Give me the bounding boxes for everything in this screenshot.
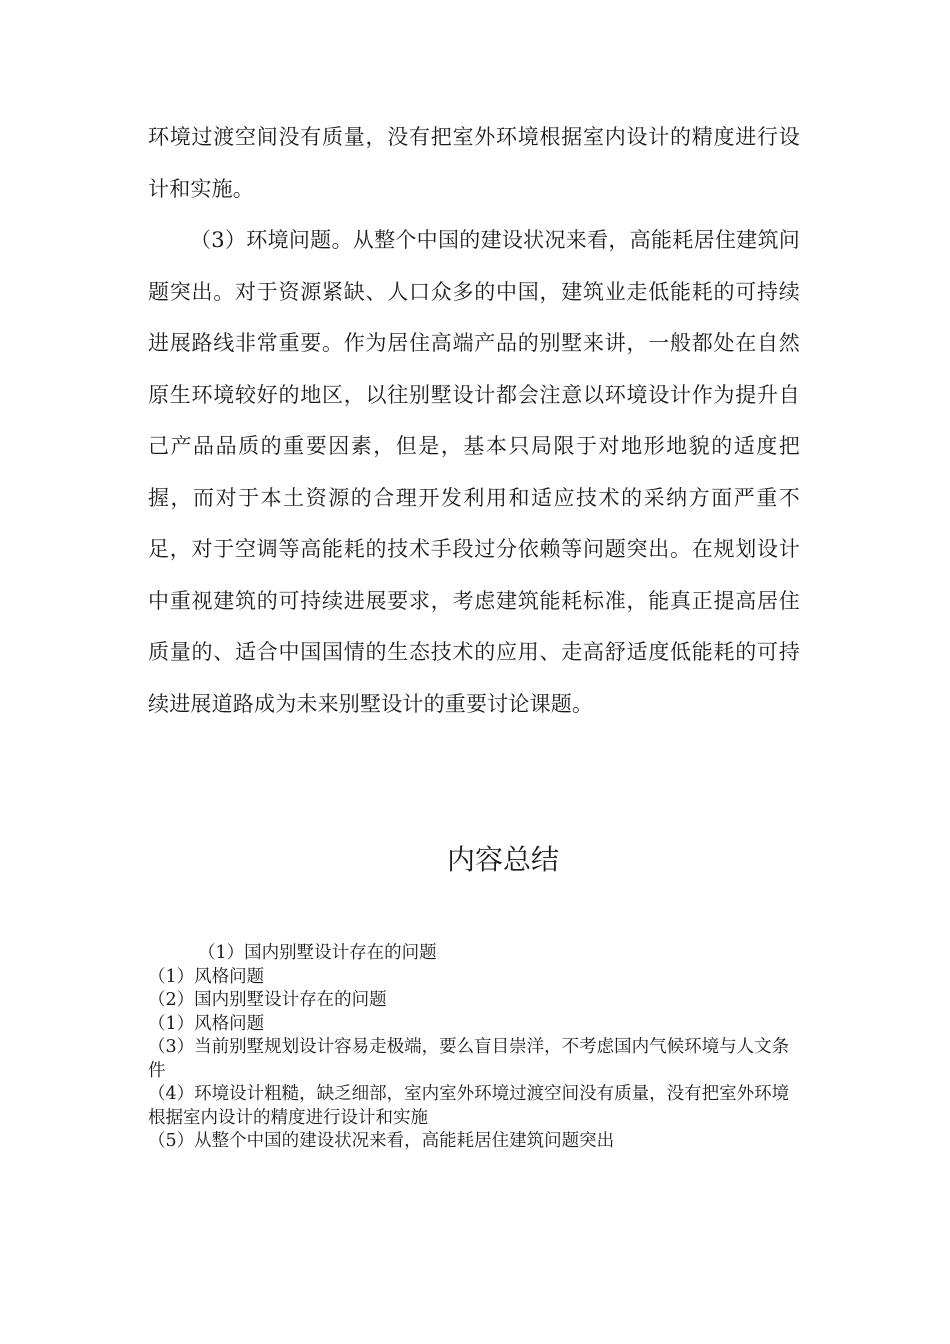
summary-item: （5）从整个中国的建设状况来看，高能耗居住建筑问题突出: [148, 1131, 615, 1151]
summary-title: 内容总结: [446, 843, 559, 876]
summary-item: （1）国内别墅设计存在的问题: [198, 943, 437, 963]
summary-list: [148, 942, 804, 1154]
summary-item: （2）国内别墅设计存在的问题: [148, 990, 387, 1010]
summary-item: （1）风格问题: [148, 1013, 265, 1034]
paragraph-continuation: 环境过渡空间没有质量，没有把室外环境根据室内设计的精度进行设计和实施。: [148, 125, 800, 201]
body-text: [148, 112, 800, 730]
paragraph-environment-issue: （3）环境问题。从整个中国的建设状况来看，高能耗居住建筑问题突出。对于资源紧缺、人口众多的中国，建筑业走低能耗的可持续进展路线非常重要。作为居住高端产品的别墅来讲，一般都处在自然原生环境较好的地区，以往别墅设计都会注意以环境设计作为提升自己产品品质的重要因素，但是，基本只局限于对地形地貌的适度把握，而对于本土资源的合理开发利用和适应技术的采纳方面严重不足，对于空调等高能耗的技术手段过分依赖等问题突出。在规划设计中重视建筑的可持续进展要求，考虑建筑能耗标准，能真正提高居住质量的、适合中国国情的生态技术的应用、走高舒适度低能耗的可持续进展道路成为未来别墅设计的重要讨论课题。: [148, 228, 800, 716]
summary-item: （1）风格问题: [148, 966, 265, 987]
summary-item: （4）环境设计粗糙，缺乏细部，室内室外环境过渡空间没有质量，没有把室外环境根据室内设计的精度进行设计和实施: [148, 1084, 790, 1128]
summary-item: （3）当前别墅规划设计容易走极端，要么盲目崇洋，不考虑国内气候环境与人文条件: [148, 1037, 790, 1081]
